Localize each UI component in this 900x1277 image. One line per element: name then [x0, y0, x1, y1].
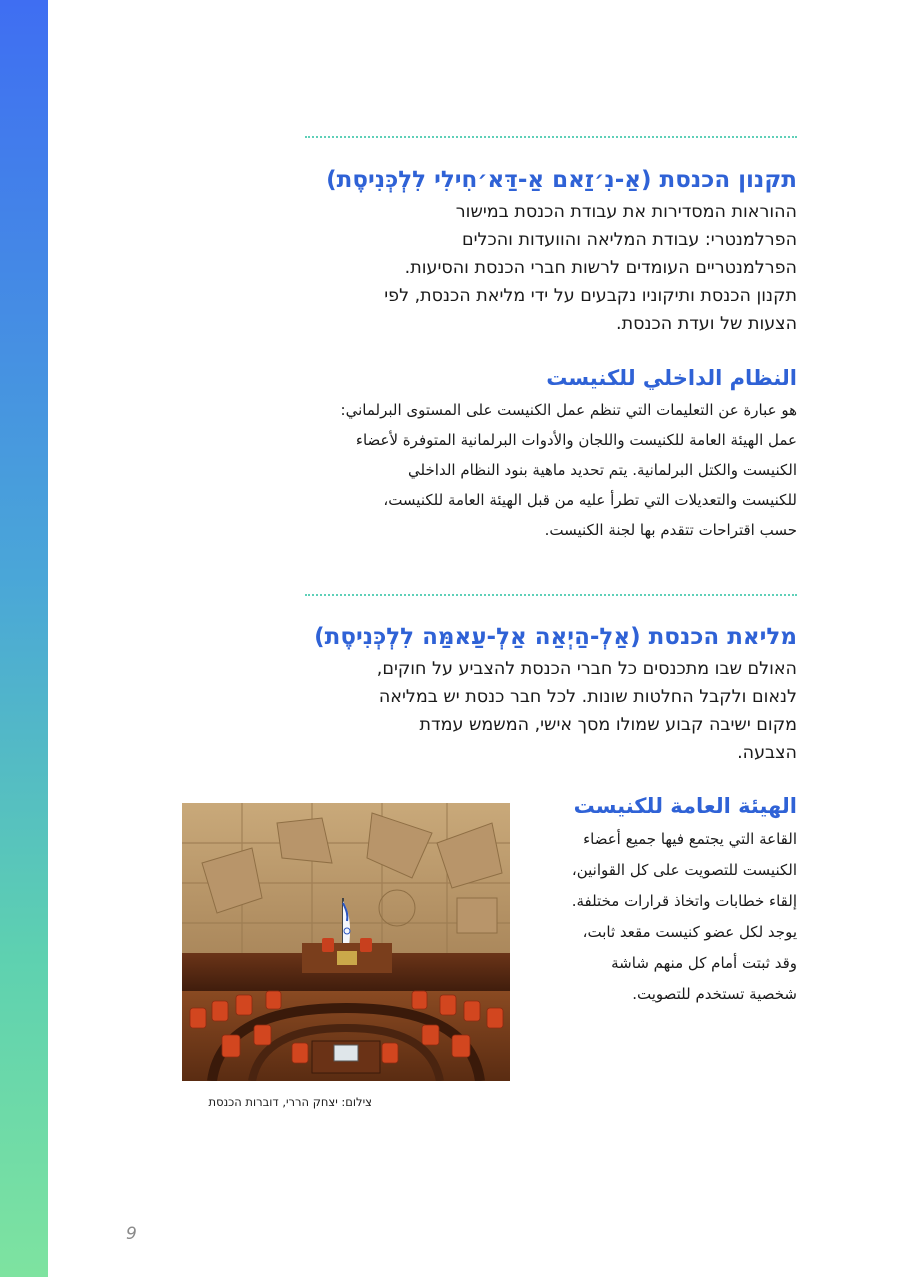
paragraph-line: عمل الهيئة العامة للكنيست واللجان والأدوات البرلمانية المتوفرة لأعضاء	[355, 431, 797, 449]
section-heading: الهيئة العامة للكنيست	[573, 794, 797, 818]
paragraph-line: לנאום ולקבל החלטות שונות. לכל חבר כנסת יש במליאה	[378, 687, 797, 707]
section-divider	[305, 594, 797, 596]
paragraph-line: حسب اقتراحات تتقدم بها لجنة الكنيست.	[544, 521, 797, 539]
side-gradient-band	[0, 0, 48, 1277]
section-divider	[305, 136, 797, 138]
section-paragraph	[300, 198, 797, 338]
paragraph-line: הפרלמנטריים העומדים לרשות חברי הכנסת והסיעות.	[404, 258, 797, 278]
paragraph-line: الكنيست للتصويت على كل القوانين،	[571, 861, 797, 879]
section-paragraph	[300, 655, 797, 767]
section-takanon	[300, 163, 797, 338]
paragraph-line: תקנון הכנסת ותיקוניו נקבעים על ידי מליאת הכנסת, לפי	[384, 286, 797, 306]
page-number: 9	[126, 1224, 137, 1244]
plenum-hall-photo	[182, 803, 510, 1081]
section-plenum	[300, 620, 797, 767]
paragraph-line: هو عبارة عن التعليمات التي تنظم عمل الكنيست على المستوى البرلماني:	[340, 401, 797, 419]
paragraph-line: הצבעה.	[737, 743, 797, 763]
paragraph-line: ההוראות המסדירות את עבודת הכנסת במישור	[455, 202, 797, 222]
paragraph-line: وقد ثبتت أمام كل منهم شاشة	[611, 954, 797, 972]
section-heading: תקנון הכנסת (אַ-נִ׳זַאם אַ-דַּא׳חִילִי לִלְכְּנִיסֶת)	[326, 167, 797, 193]
section-nizam	[300, 362, 797, 545]
section-haya	[530, 790, 797, 1010]
paragraph-line: מקום ישיבה קבוע שמולו מסך אישי, המשמש עמדת	[419, 715, 797, 735]
section-paragraph	[300, 395, 797, 545]
paragraph-line: הפרלמנטרי: עבודת המליאה והוועדות והכלים	[461, 230, 797, 250]
section-heading: النظام الداخلي للكنيست	[546, 366, 797, 390]
paragraph-line: إلقاء خطابات واتخاذ قرارات مختلفة.	[571, 892, 797, 910]
photo-caption: צילום: יצחק הררי, דוברות הכנסת	[208, 1095, 372, 1109]
paragraph-line: يوجد لكل عضو كنيست مقعد ثابت،	[582, 923, 797, 941]
paragraph-line: شخصية تستخدم للتصويت.	[632, 985, 797, 1003]
paragraph-line: القاعة التي يجتمع فيها جميع أعضاء	[583, 830, 797, 848]
paragraph-line: הצעות של ועדת הכנסת.	[616, 314, 797, 334]
section-paragraph	[530, 824, 797, 1010]
section-heading: מליאת הכנסת (אַלְ-הַיְאַה אַלְ-עַאמַּה לִלְכְּנִיסֶת)	[314, 624, 797, 650]
paragraph-line: الكنيست والكتل البرلمانية. يتم تحديد ماهية بنود النظام الداخلي	[408, 461, 797, 479]
paragraph-line: للكنيست والتعديلات التي تطرأ عليه من قبل الهيئة العامة للكنيست،	[383, 491, 797, 509]
paragraph-line: האולם שבו מתכנסים כל חברי הכנסת להצביע על חוקים,	[376, 659, 797, 679]
